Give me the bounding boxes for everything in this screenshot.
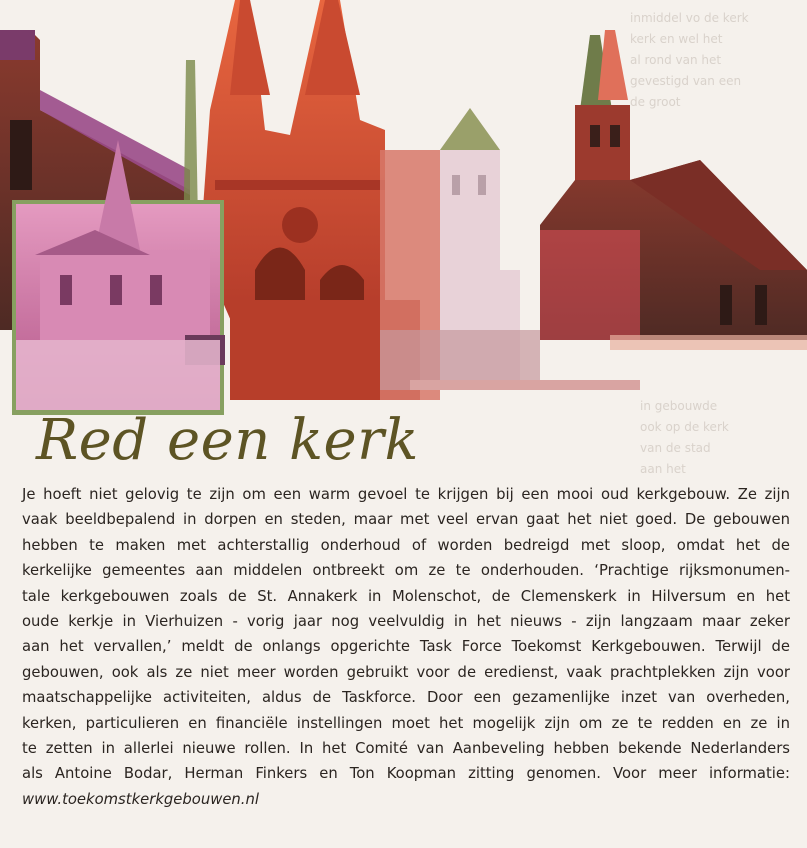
bleed-line: inmiddel vo de kerk [630,11,749,25]
body-line: kerken, particulieren en financiële instellingen moet het mogelijk zijn om ze te redden en ze in [22,714,790,732]
body-line: gebouwen, ook als ze niet meer worden gebruikt voor de eredienst, vaak prachtplekken zijn voor [22,663,790,681]
article-headline: Red een kerk [36,408,419,473]
body-line: tale kerkgebouwen zoals de St. Annakerk in Molenschot, de Clemenskerk in Hilversum en het [22,587,790,605]
bleed-line: in gebouwde [640,399,718,413]
bleed-line: kerk en wel het [630,32,723,46]
body-line: kerkelijke gemeentes aan middelen ontbreekt om ze te onderhouden. ‘Prachtige rijksmonumen- [22,562,790,580]
body-line: hebben te maken met achterstallig onderhoud of worden bedreigd met sloop, omdat het de [22,536,790,554]
body-line: maatschappelijke activiteiten, aldus de Taskforce. Door een gezamenlijke inzet van overheden, [22,689,790,707]
church-photo-collage [0,0,807,420]
right-brick-church [540,30,807,350]
article-body [22,482,790,812]
body-line: oude kerkje in Vierhuizen - vorig jaar nog veelvuldig in het nieuws - zijn langzaam maar zeker [22,612,790,630]
bleed-line: ook op de kerk [640,420,729,434]
body-line: vaak beeldbepalend in dorpen en steden, maar met veel ervan gaat het niet goed. De gebouwen [22,511,790,529]
body-line: aan het vervallen,’ meldt de onlangs opgerichte Task Force Toekomst Kerkgebouwen. Terwijl de [22,638,790,656]
bleed-line: al rond van het [630,53,722,67]
article-url-link[interactable]: www.toekomstkerkgebouwen.nl [22,790,259,808]
bleed-line: de groot [630,95,681,109]
body-line: Je hoeft niet gelovig te zijn om een warm gevoel te krijgen bij een mooi oud kerkgebouw. Ze zijn [22,486,790,503]
body-line: te zetten in allerlei nieuwe rollen. In het Comité van Aanbeveling hebben bekende Nederlanders [22,739,790,757]
body-line: als Antoine Bodar, Herman Finkers en Ton Koopman zitting genomen. Voor meer informatie: [22,765,790,783]
collage-illustration [0,0,807,420]
bleed-line: aan het [640,462,686,476]
bleed-line: van de stad [640,441,711,455]
bleed-line: gevestigd van een [630,74,742,88]
